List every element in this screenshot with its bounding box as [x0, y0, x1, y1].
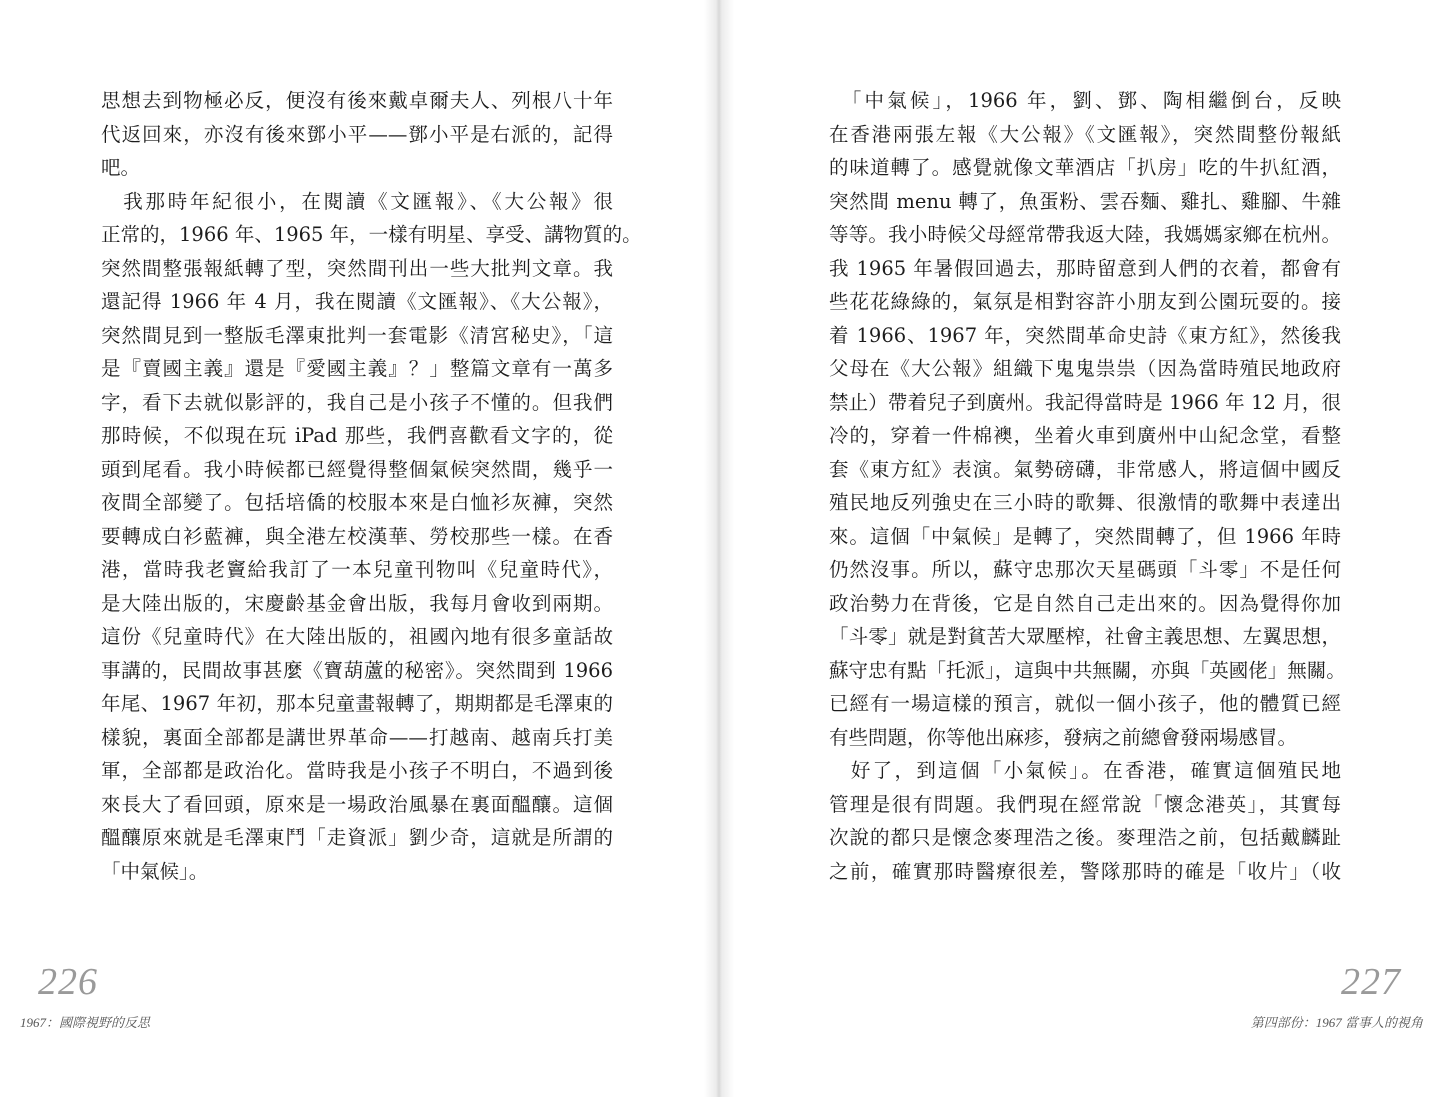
text-line: 我 1965 年暑假回過去，那時留意到人們的衣着，都會有 [829, 256, 1341, 280]
text-line: 頭到尾看。我小時候都已經覺得整個氣候突然間，幾乎一 [101, 457, 613, 481]
right-page-body-text [829, 84, 1346, 888]
text-line: 突然間見到一整版毛澤東批判一套電影《清宮秘史》，「這 [101, 323, 613, 347]
text-line: 是『賣國主義』還是『愛國主義』？」整篇文章有一萬多 [101, 357, 613, 380]
text-line: 年尾、1967 年初，那本兒童畫報轉了，期期都是毛澤東的 [101, 692, 613, 715]
text-line: 已經有一場這樣的預言，就似一個小孩子，他的體質已經 [829, 692, 1341, 715]
text-line: 來。這個「中氣候」是轉了，突然間轉了，但 1966 年時 [829, 524, 1341, 548]
running-footer: 1967：國際視野的反思 [20, 1015, 151, 1030]
page-number: 226 [38, 961, 98, 1003]
text-line: 樣貌，裏面全部都是講世界革命——打越南、越南兵打美 [101, 725, 613, 749]
text-line: 突然間整張報紙轉了型，突然間刊出一些大批判文章。我 [101, 256, 613, 280]
text-line: 「中氣候」。 [101, 859, 209, 883]
text-line: 事講的，民間故事甚麼《寶葫蘆的秘密》。突然間到 1966 [101, 658, 613, 682]
text-line: 我那時年紀很小，在閱讀《文匯報》、《大公報》很 [101, 189, 613, 213]
text-line: 突然間 menu 轉了，魚蛋粉、雲吞麵、雞扎、雞腳、牛雜 [829, 189, 1341, 213]
text-line: 好了，到這個「小氣候」。在香港，確實這個殖民地 [829, 759, 1341, 782]
text-line: 思想去到物極必反，便沒有後來戴卓爾夫人、列根八十年 [101, 89, 613, 112]
text-line: 代返回來，亦沒有後來鄧小平——鄧小平是右派的，記得 [101, 122, 613, 146]
running-footer: 第四部份：1967 當事人的視角 [1250, 1015, 1423, 1030]
text-line: 那時候，不似現在玩 iPad 那些，我們喜歡看文字的，從 [101, 424, 613, 447]
text-line: 政治勢力在背後，它是自然自己走出來的。因為覺得你加 [829, 591, 1341, 615]
right-page [722, 0, 1441, 1097]
left-page [0, 0, 720, 1097]
page-number: 227 [1341, 961, 1401, 1003]
text-line: 父母在《大公報》組織下鬼鬼祟祟（因為當時殖民地政府 [829, 357, 1341, 380]
text-line: 的味道轉了。感覺就像文華酒店「扒房」吃的牛扒紅酒， [829, 156, 1341, 179]
text-line: 次說的都只是懷念麥理浩之後。麥理浩之前，包括戴麟趾 [829, 826, 1341, 849]
text-line: 是大陸出版的，宋慶齡基金會出版，我每月會收到兩期。 [101, 591, 613, 615]
text-line: 套《東方紅》表演。氣勢磅礴，非常感人，將這個中國反 [829, 457, 1341, 481]
text-line: 蘇守忠有點「托派」，這與中共無關，亦與「英國佬」無關。 [829, 658, 1346, 682]
text-line: 吧。 [101, 156, 141, 179]
text-line: 這份《兒童時代》在大陸出版的，祖國內地有很多童話故 [101, 625, 613, 648]
text-line: 「斗零」就是對貧苦大眾壓榨，社會主義思想、左翼思想， [829, 625, 1341, 648]
text-line: 殖民地反列強史在三小時的歌舞、很激情的歌舞中表達出 [829, 491, 1341, 514]
left-page-body-text [101, 84, 642, 888]
text-line: 冷的，穿着一件棉襖，坐着火車到廣州中山紀念堂，看整 [829, 424, 1341, 447]
text-line: 着 1966、1967 年，突然間革命史詩《東方紅》，然後我 [829, 323, 1341, 347]
text-line: 管理是很有問題。我們現在經常說「懷念港英」，其實每 [829, 792, 1341, 816]
text-line: 還記得 1966 年 4 月，我在閱讀《文匯報》、《大公報》， [101, 290, 613, 313]
text-line: 仍然沒事。所以，蘇守忠那次天星碼頭「斗零」不是任何 [829, 558, 1341, 581]
text-line: 夜間全部變了。包括培僑的校服本來是白恤衫灰褲，突然 [101, 491, 613, 514]
text-line: 港，當時我老竇給我訂了一本兒童刊物叫《兒童時代》， [101, 558, 613, 581]
text-line: 要轉成白衫藍褲，與全港左校漢華、勞校那些一樣。在香 [101, 524, 613, 548]
text-line: 在香港兩張左報《大公報》《文匯報》，突然間整份報紙 [829, 122, 1341, 146]
text-line: 字，看下去就似影評的，我自己是小孩子不懂的。但我們 [101, 390, 613, 414]
text-line: 禁止）帶着兒子到廣州。我記得當時是 1966 年 12 月，很 [829, 390, 1341, 414]
text-line: 正常的，1966 年、1965 年，一樣有明星、享受、講物質的。 [101, 223, 642, 246]
text-line: 些花花綠綠的，氣氛是相對容許小朋友到公園玩耍的。接 [829, 290, 1341, 313]
text-line: 之前，確實那時醫療很差，警隊那時的確是「收片」（收 [829, 859, 1341, 883]
text-line: 「中氣候」，1966 年，劉、鄧、陶相繼倒台，反映 [829, 89, 1341, 112]
text-line: 等等。我小時候父母經常帶我返大陸，我媽媽家鄉在杭州。 [829, 223, 1341, 246]
text-line: 來長大了看回頭，原來是一場政治風暴在裏面醞釀。這個 [101, 792, 613, 816]
text-line: 軍，全部都是政治化。當時我是小孩子不明白，不過到後 [101, 759, 613, 782]
text-line: 有些問題，你等他出麻疹，發病之前總會發兩場感冒。 [829, 725, 1298, 749]
text-line: 醞釀原來就是毛澤東鬥「走資派」劉少奇，這就是所謂的 [101, 826, 613, 849]
